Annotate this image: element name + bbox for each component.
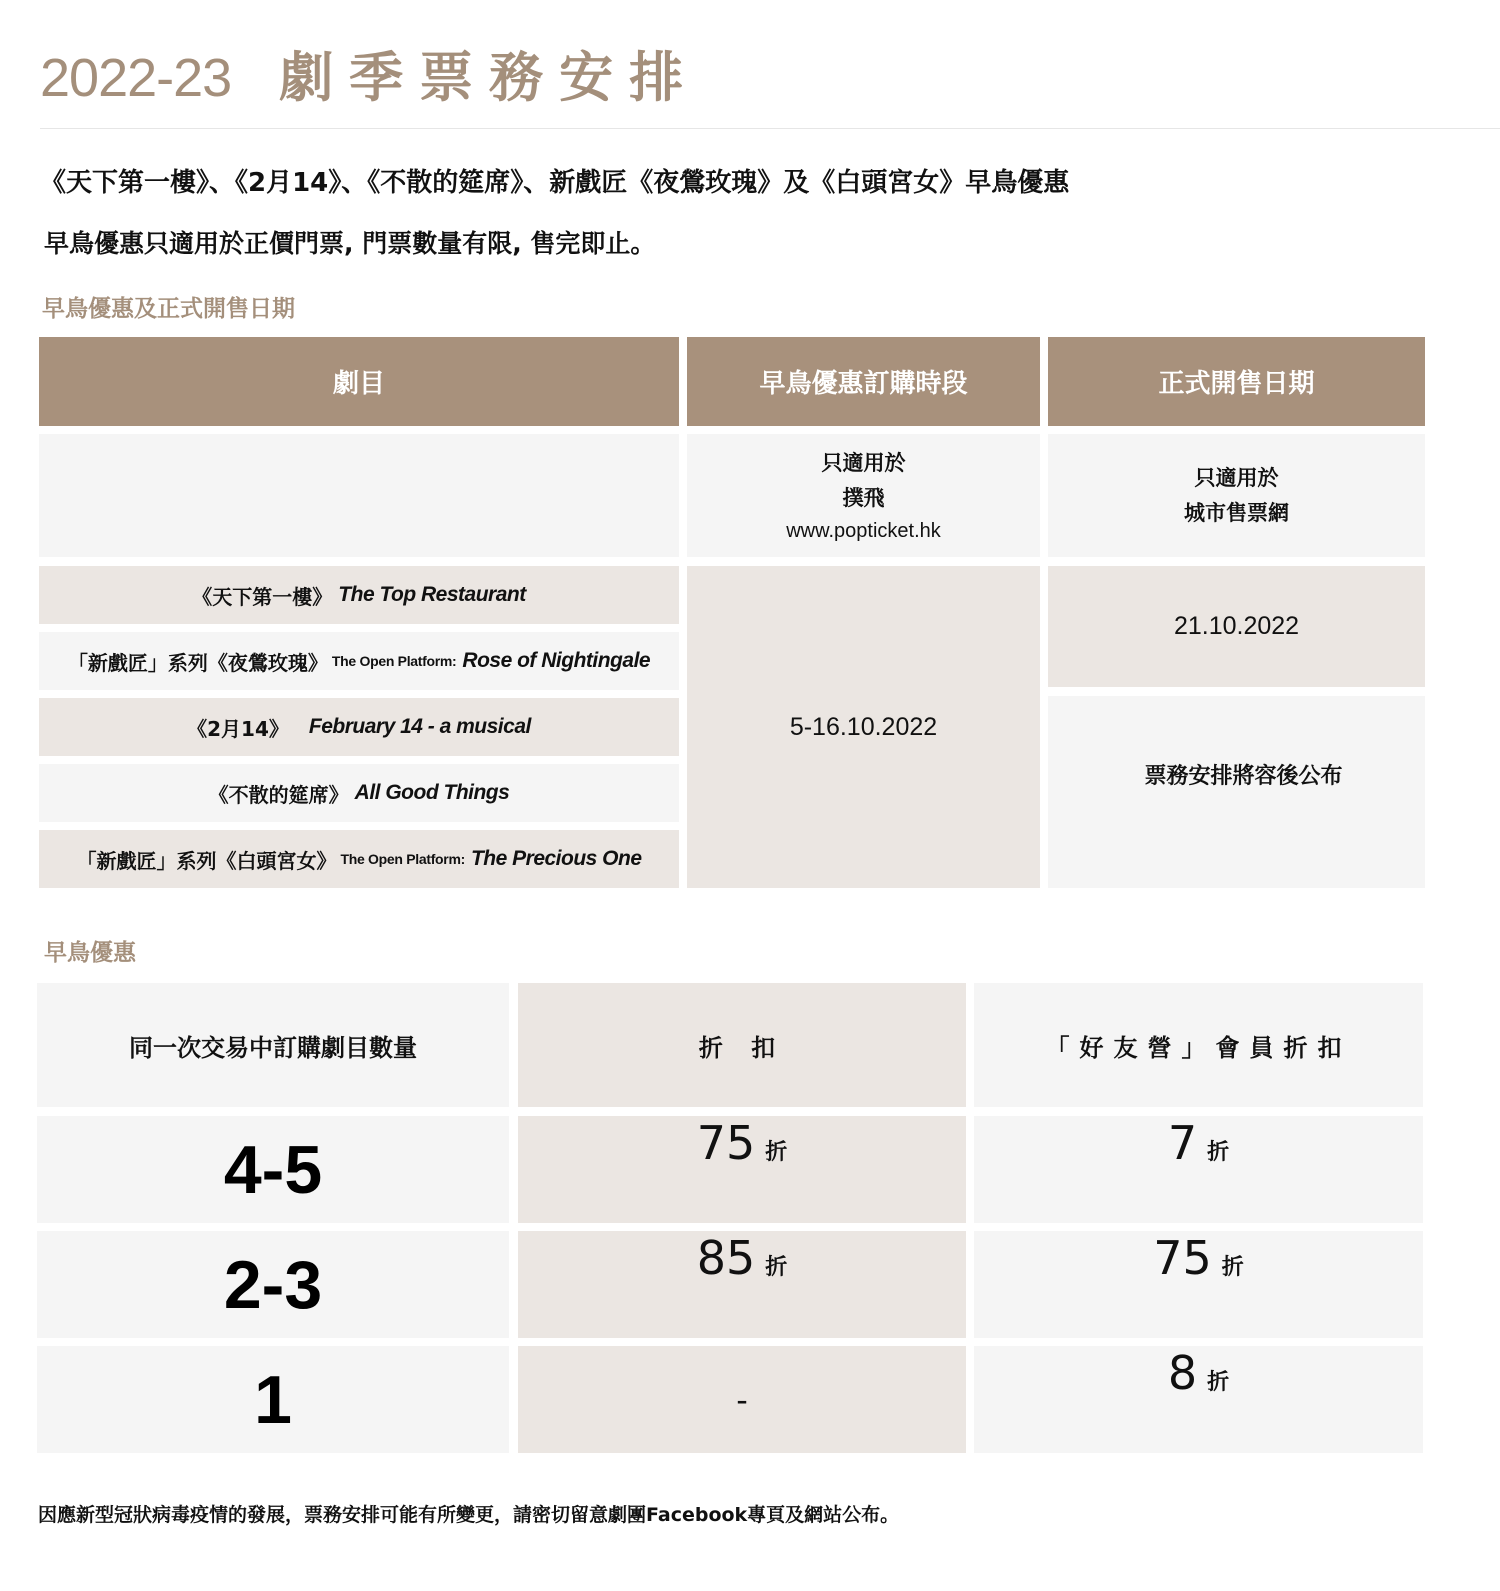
member-discount-value [974,1116,1423,1223]
show-en-title: The Top Restaurant [338,583,526,606]
season-year: 2022-23 [40,48,232,108]
discount-value: - [518,1346,966,1453]
show-zh-title: 《天下第一樓》 [192,584,333,609]
show-en-title: The Precious One [470,847,642,870]
discount-section-title: 早鳥優惠 [44,940,136,966]
page-title [40,38,699,118]
early-period-value: 5-16.10.2022 [687,566,1040,888]
early-ticketing-note [687,434,1040,557]
member-discount-number: 7 [1167,1116,1198,1170]
show-zh-title: 「新戲匠」系列《白頭宮女》 [76,848,337,873]
intro-note-line: 早鳥優惠只適用於正價門票, 門票數量有限, 售完即止。 [44,229,656,258]
show-row [39,764,679,822]
member-discount-value [974,1346,1423,1453]
member-discount-number: 8 [1167,1346,1198,1400]
discount-number: 75 [696,1116,756,1170]
general-note-line2: 城市售票網 [1184,500,1289,525]
general-ticketing-note [1048,434,1425,557]
header-discount: 折 扣 [518,983,966,1107]
header-general-sale: 正式開售日期 [1048,337,1425,426]
show-row [39,632,679,690]
quantity-value: 4-5 [37,1116,509,1223]
show-platform: The Open Platform: [340,851,465,867]
show-zh-title: 「新戲匠」系列《夜鶯玫瑰》 [67,650,328,675]
member-discount-number: 75 [1153,1231,1212,1285]
show-en-title: All Good Things [354,781,510,804]
early-note-line1: 只適用於 [821,450,906,475]
header-quantity: 同一次交易中訂購劇目數量 [37,983,509,1107]
discount-value [518,1116,966,1223]
title-divider [40,128,1500,129]
quantity-value: 2-3 [37,1231,509,1338]
popticket-link[interactable]: www.popticket.hk [786,519,941,542]
general-sale-tbd: 票務安排將容後公布 [1048,696,1425,888]
schedule-section-title: 早鳥優惠及正式開售日期 [42,296,295,322]
member-discount-value [974,1231,1423,1338]
show-zh-title: 《不散的筵席》 [208,782,349,807]
show-en-title: Rose of Nightingale [462,649,651,672]
discount-number: 85 [696,1231,756,1285]
show-row [39,830,679,888]
footer-note: 因應新型冠狀病毒疫情的發展，票務安排可能有所變更，請密切留意劇團Facebook專頁及網站公布。 [38,1504,900,1526]
early-note-line2: 撲飛 [842,485,885,510]
general-sale-date: 21.10.2022 [1048,566,1425,687]
discount-unit: 折 [765,1255,788,1280]
header-member-discount: 「好友營」會員折扣 [974,983,1423,1107]
header-early-period: 早鳥優惠訂購時段 [687,337,1040,426]
season-title: 劇季票務安排 [279,46,700,109]
member-discount-unit: 折 [1207,1140,1230,1165]
discount-unit: 折 [765,1140,788,1165]
show-row [39,566,679,624]
quantity-value: 1 [37,1346,509,1453]
general-note-line1: 只適用於 [1194,465,1279,490]
member-discount-unit: 折 [1207,1370,1230,1395]
show-row [39,698,679,756]
member-discount-unit: 折 [1221,1255,1244,1280]
intro-shows-line: 《天下第一樓》、《2月14》、《不散的筵席》、新戲匠《夜鶯玫瑰》及《白頭宮女》早鳥優惠 [40,168,1070,198]
discount-value [518,1231,966,1338]
empty-cell [39,434,679,557]
header-show: 劇目 [39,337,679,426]
show-platform: The Open Platform: [331,653,457,669]
show-en-title: February 14 - a musical [308,715,531,738]
show-zh-title: 《2月14》 [187,716,289,741]
